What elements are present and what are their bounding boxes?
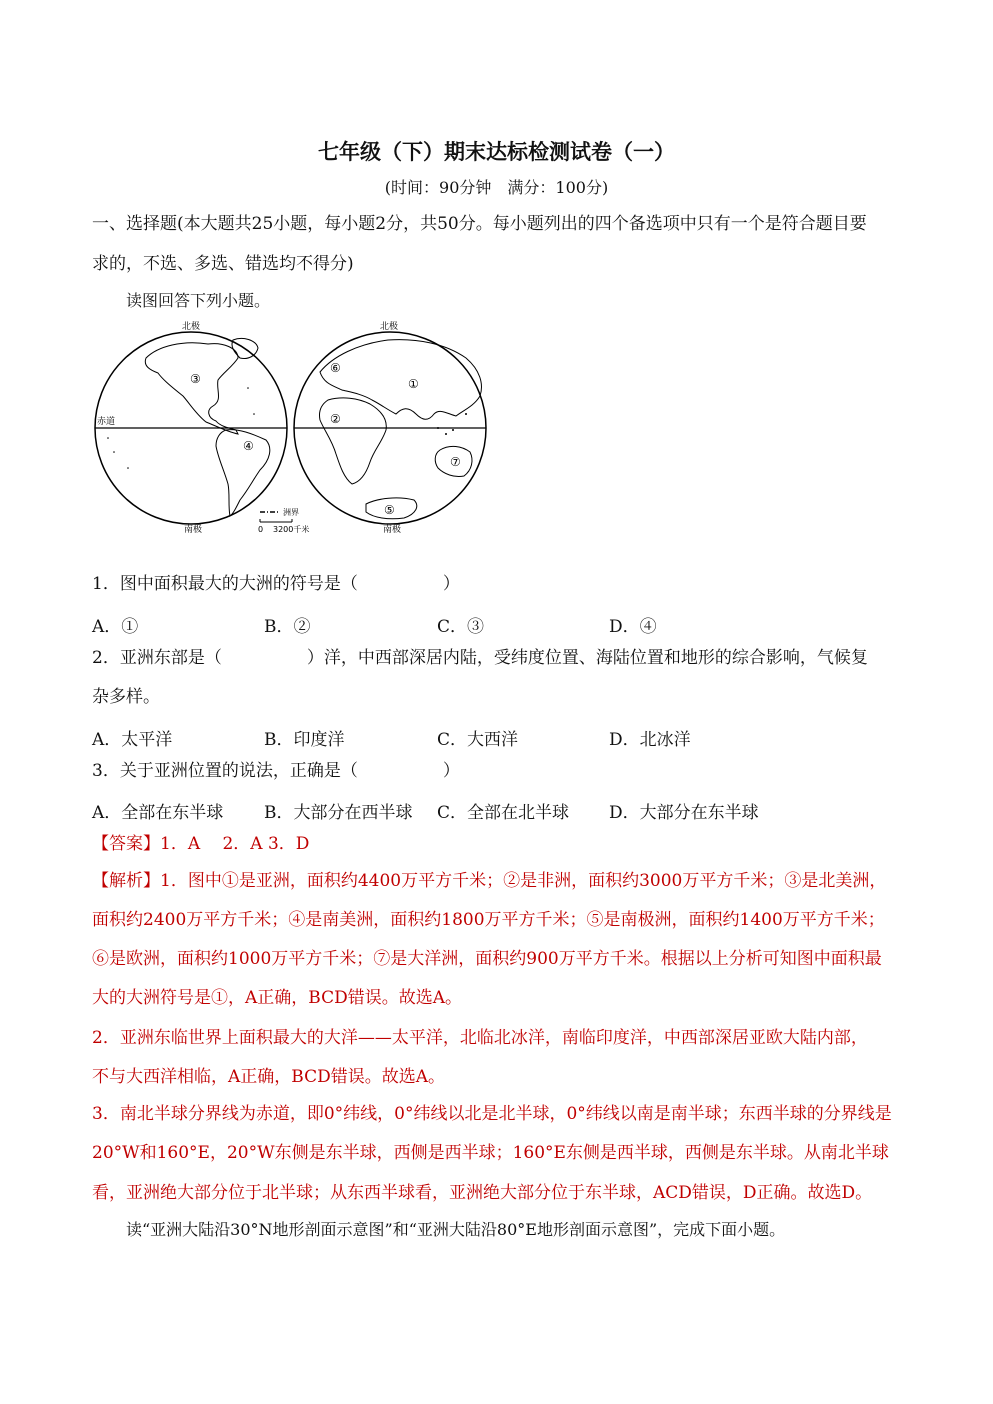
q2-option-d: D．北冰洋	[609, 730, 691, 750]
analysis-line-3: ⑥是欧洲，面积约1000万平方千米；⑦是大洋洲，面积约900万平方千米。根据以上分析可知图中面积最	[92, 949, 882, 969]
intro-next-questions: 读“亚洲大陆沿30°N地形剖面示意图”和“亚洲大陆沿80°E地形剖面示意图”，完成下面小题。	[126, 1220, 786, 1239]
analysis-text-1: 1．图中①是亚洲，面积约4400万平方千米；②是非洲，面积约3000万平方千米；③是北美洲，	[160, 871, 887, 891]
q3-option-b: B．大部分在西半球	[264, 803, 413, 823]
analysis-line-1	[92, 870, 886, 892]
q2-option-a: A．太平洋	[92, 730, 173, 750]
q3-option-d: D．大部分在东半球	[609, 803, 759, 823]
south-pole-label-west: 南极	[184, 525, 203, 535]
q2-stem-line1: 2．亚洲东部是（ ）洋，中西部深居内陆，受纬度位置、海陆位置和地形的综合影响，气候复	[92, 648, 868, 668]
section-heading-line2: 求的，不选、多选、错选均不得分)	[92, 254, 354, 274]
intro-read-map: 读图回答下列小题。	[126, 291, 271, 310]
marker-africa: ②	[330, 412, 341, 426]
page-title: 七年级（下）期末达标检测试卷（一）	[318, 139, 675, 164]
legend-boundary-label: 洲界	[283, 508, 299, 517]
section-heading-line1: 一、选择题(本大题共25小题，每小题2分，共50分。每小题列出的四个备选项中只有一个是符合题目要	[92, 214, 867, 234]
q1-option-d: D．④	[609, 617, 657, 637]
marker-antarctica: ⑤	[384, 503, 395, 517]
marker-north-america: ③	[190, 372, 201, 386]
q1-option-b: B．②	[264, 617, 311, 637]
answer-tag: 【答案】	[92, 834, 160, 854]
eastern-hemisphere	[294, 320, 486, 535]
analysis-line-5: 2．亚洲东临世界上面积最大的大洋——太平洋，北临北冰洋，南临印度洋，中西部深居亚欧大陆内部，	[92, 1028, 868, 1048]
page-subtitle: (时间：90分钟 满分：100分)	[384, 178, 609, 197]
answer-line	[92, 833, 309, 855]
analysis-tag: 【解析】	[92, 871, 160, 891]
map-legend	[258, 507, 309, 534]
world-hemispheres-map	[88, 318, 498, 543]
analysis-line-4: 大的大洲符号是①，A正确，BCD错误。故选A。	[92, 988, 462, 1008]
q3-option-c: C．全部在北半球	[437, 803, 570, 823]
equator-label: 赤道	[97, 417, 116, 427]
north-pole-label-east: 北极	[380, 322, 399, 332]
scale-zero: 0	[258, 525, 264, 534]
analysis-line-6: 不与大西洋相临，A正确，BCD错误。故选A。	[92, 1067, 445, 1087]
q2-option-b: B．印度洋	[264, 730, 345, 750]
analysis-line-9: 看，亚洲绝大部分位于北半球；从东西半球看，亚洲绝大部分位于东半球，ACD错误，D正确。故选D。	[92, 1183, 873, 1203]
marker-asia: ①	[408, 377, 419, 391]
south-pole-label-east: 南极	[383, 525, 402, 535]
marker-europe: ⑥	[330, 361, 341, 375]
q2-option-c: C．大西洋	[437, 730, 519, 750]
marker-oceania: ⑦	[450, 455, 461, 469]
marker-south-america: ④	[243, 439, 254, 453]
analysis-line-8: 20°W和160°E，20°W东侧是东半球，西侧是西半球；160°E东侧是西半球，西侧是东半球。从南北半球	[92, 1143, 889, 1163]
q1-option-c: C．③	[437, 617, 485, 637]
answer-text: 1．A 2．A 3．D	[160, 834, 310, 854]
western-hemisphere	[95, 320, 287, 535]
q2-stem-line2: 杂多样。	[92, 687, 160, 707]
q1-option-a: A．①	[92, 617, 139, 637]
q1-stem: 1．图中面积最大的大洲的符号是（ ）	[92, 574, 460, 594]
analysis-line-2: 面积约2400万平方千米；④是南美洲，面积约1800万平方千米；⑤是南极洲，面积约1400万平方千米；	[92, 910, 885, 930]
analysis-line-7: 3．南北半球分界线为赤道，即0°纬线，0°纬线以北是北半球，0°纬线以南是南半球；东西半球的分界线是	[92, 1104, 892, 1124]
north-pole-label-west: 北极	[182, 322, 201, 332]
q3-stem: 3．关于亚洲位置的说法，正确是（ ）	[92, 761, 460, 781]
scale-label: 3200千米	[273, 525, 310, 534]
q3-option-a: A．全部在东半球	[92, 803, 224, 823]
